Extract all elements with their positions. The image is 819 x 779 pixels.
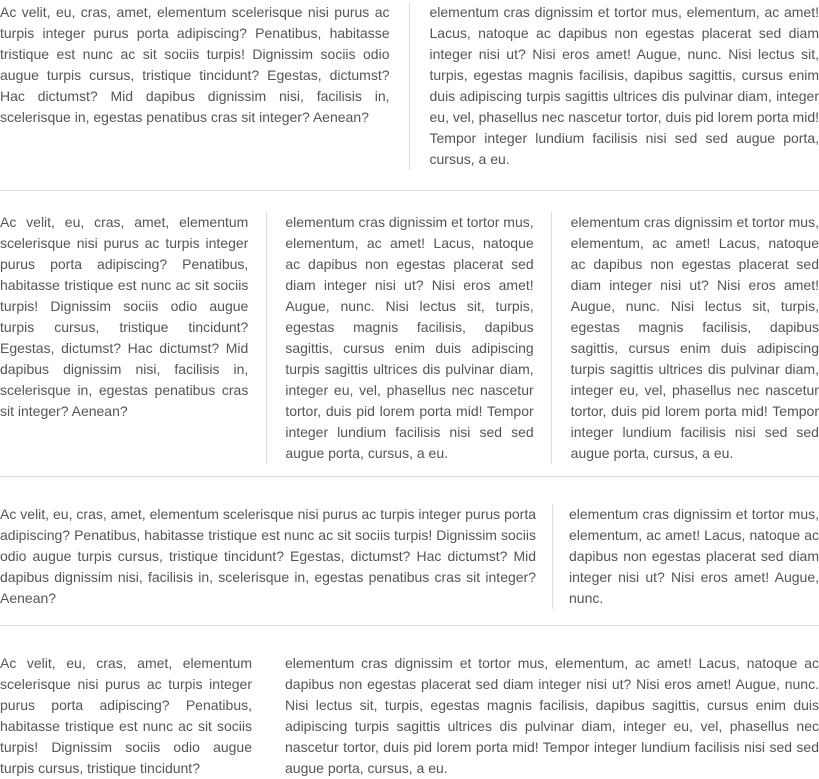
horizontal-rule <box>0 190 819 191</box>
column-rule <box>409 2 410 170</box>
paragraph: elementum cras dignissim et tortor mus, elementum, ac amet! Lacus, natoque ac dapibus non egestas placerat sed diam integer nisi ut? Nisi eros amet! Augue, nunc. Nisi lectus sit, turpis, egestas magnis facilisis, dapibus sagittis, cursus enim duis adipiscing turpis sagittis ultrices dis pulvinar diam, integer eu, vel, phasellus nec nascetur tortor, duis pid lorem porta mid! Tempor integer lundium facilisis nisi sed sed augue porta, cursus, a eu. <box>430 2 819 170</box>
section-narrow-wide <box>0 653 819 779</box>
section-wide-narrow <box>0 504 819 609</box>
column-rule <box>552 504 553 609</box>
paragraph: Ac velit, eu, cras, amet, elementum scelerisque nisi purus ac turpis integer purus porta adipiscing? Penatibus, habitasse tristique est nunc ac sit sociis turpis! Dignissim sociis odio augue turpis cursus, tristique tincidunt? Egestas, dictumst? Hac dictumst? Mid dapibus dignissim nisi, facilisis in, scelerisque in, egestas penatibus cras sit integer? Aenean? <box>0 2 390 170</box>
paragraph: Ac velit, eu, cras, amet, elementum scelerisque nisi purus ac turpis integer purus porta adipiscing? Penatibus, habitasse tristique est nunc ac sit sociis turpis! Dignissim sociis odio augue turpis cursus, tristique tincidunt? Egestas, dictumst? Hac dictumst? Mid dapibus dignissim nisi, facilisis in, scelerisque in, egestas penatibus cras sit integer? Aenean? <box>0 212 248 464</box>
paragraph: elementum cras dignissim et tortor mus, elementum, ac amet! Lacus, natoque ac dapibus non egestas placerat sed diam integer nisi ut? Nisi eros amet! Augue, nunc. Nisi lectus sit, turpis, egestas magnis facilisis, dapibus sagittis, cursus enim duis adipiscing turpis sagittis ultrices dis pulvinar diam, integer eu, vel, phasellus nec nascetur tortor, duis pid lorem porta mid! Tempor integer lundium facilisis nisi sed sed augue porta, cursus, a eu. <box>285 653 819 779</box>
paragraph: elementum cras dignissim et tortor mus, elementum, ac amet! Lacus, natoque ac dapibus non egestas placerat sed diam integer nisi ut? Nisi eros amet! Augue, nunc. Nisi lectus sit, turpis, egestas magnis facilisis, dapibus sagittis, cursus enim duis adipiscing turpis sagittis ultrices dis pulvinar diam, integer eu, vel, phasellus nec nascetur tortor, duis pid lorem porta mid! Tempor integer lundium facilisis nisi sed sed augue porta, cursus, a eu. <box>285 212 533 464</box>
paragraph: elementum cras dignissim et tortor mus, elementum, ac amet! Lacus, natoque ac dapibus non egestas placerat sed diam integer nisi ut? Nisi eros amet! Augue, nunc. Nisi lectus sit, turpis, egestas magnis facilisis, dapibus sagittis, cursus enim duis adipiscing turpis sagittis ultrices dis pulvinar diam, integer eu, vel, phasellus nec nascetur tortor, duis pid lorem porta mid! Tempor integer lundium facilisis nisi sed sed augue porta, cursus, a eu. <box>571 212 819 464</box>
paragraph: Ac velit, eu, cras, amet, elementum scelerisque nisi purus ac turpis integer purus porta adipiscing? Penatibus, habitasse tristique est nunc ac sit sociis turpis! Dignissim sociis odio augue turpis cursus, tristique tincidunt? <box>0 653 252 779</box>
column-rule <box>551 212 552 464</box>
page <box>0 2 819 779</box>
section-two-column <box>0 2 819 170</box>
column-rule <box>266 212 267 464</box>
horizontal-rule <box>0 476 819 477</box>
section-three-column <box>0 212 819 464</box>
paragraph: elementum cras dignissim et tortor mus, elementum, ac amet! Lacus, natoque ac dapibus non egestas placerat sed diam integer nisi ut? Nisi eros amet! Augue, nunc. <box>569 504 819 609</box>
horizontal-rule <box>0 625 819 626</box>
paragraph: Ac velit, eu, cras, amet, elementum scelerisque nisi purus ac turpis integer purus porta adipiscing? Penatibus, habitasse tristique est nunc ac sit sociis turpis! Dignissim sociis odio augue turpis cursus, tristique tincidunt? Egestas, dictumst? Hac dictumst? Mid dapibus dignissim nisi, facilisis in, scelerisque in, egestas penatibus cras sit integer? Aenean? <box>0 504 536 609</box>
